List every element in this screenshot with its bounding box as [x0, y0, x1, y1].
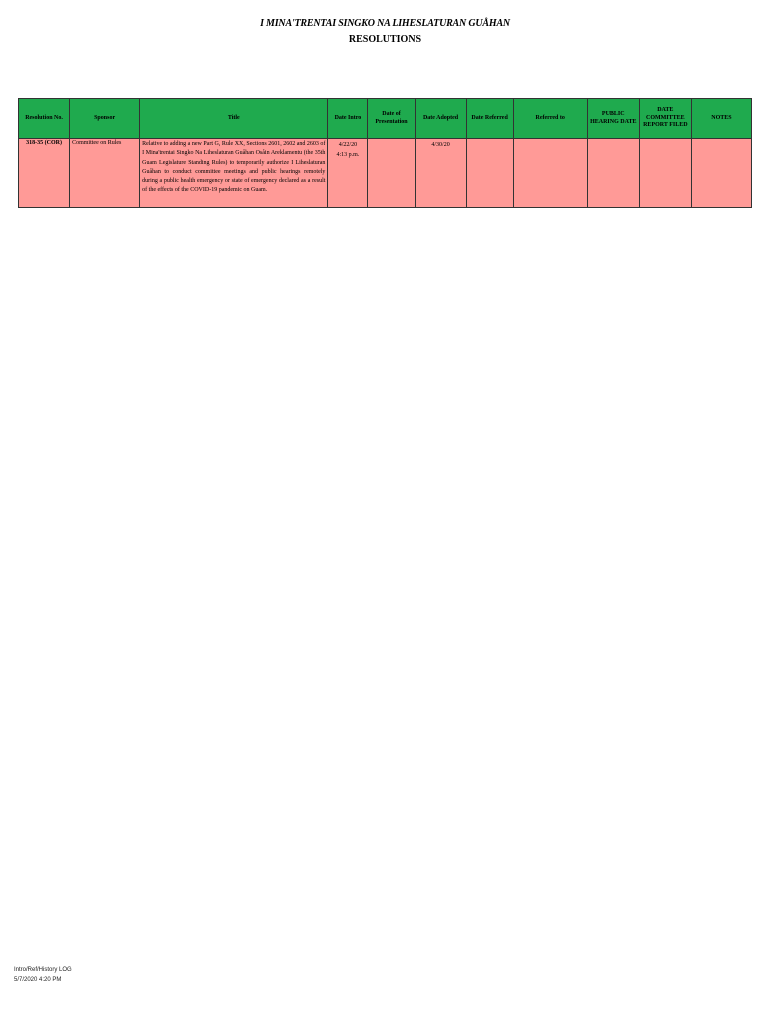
footer-log-name: Intro/Ref/History LOG: [14, 967, 72, 973]
column-header-notes: NOTES: [691, 99, 751, 139]
committee-report-filed-cell: [639, 139, 691, 208]
table-header-row: [19, 99, 752, 139]
column-header-date-referred: Date Referred: [466, 99, 513, 139]
page-title: RESOLUTIONS: [348, 34, 422, 45]
notes-cell: [691, 139, 751, 208]
resolutions-table: [18, 98, 752, 208]
column-header-date-intro: Date Intro: [328, 99, 368, 139]
table-row: [19, 139, 752, 208]
column-header-referred-to: Referred to: [513, 99, 587, 139]
referred-to-cell: [513, 139, 587, 208]
column-header-public-hearing-date: PUBLIC HEARING DATE: [587, 99, 639, 139]
public-hearing-date-cell: [587, 139, 639, 208]
date-presentation-cell: [368, 139, 415, 208]
date-intro-time: 4:13 p.m.: [336, 152, 360, 159]
sponsor-cell: Committee on Rules: [70, 139, 140, 208]
column-header-title: Title: [140, 99, 328, 139]
column-header-date-adopted: Date Adopted: [415, 99, 466, 139]
resolution-number-cell: 318-35 (COR): [19, 139, 70, 208]
footer-timestamp: 5/7/2020 4:20 PM: [14, 976, 62, 983]
column-header-resolution-no: Resolution No.: [19, 99, 70, 139]
date-referred-cell: [466, 139, 513, 208]
date-intro-value: 4/22/20: [338, 142, 358, 148]
page-footer: [14, 966, 72, 985]
title-cell: Relative to adding a new Part G, Rule XX, Sections 2601, 2602 and 2603 of I Mina'trentai Singko Na Liheslaturan Guåhan Osåin Areklamentu (the 35th Guam Legislature Standing Rules) to temporarily authorize I Liheslaturan Guåhan to conduct committee meetings and public hearings remotely during a public health emergency or state of emergency declared as a result of the effects of the COVID-19 pandemic on Guam.: [140, 139, 328, 208]
legislature-title: I MINA'TRENTAI SINGKO NA LIHESLATURAN GUÅHAN: [260, 18, 510, 29]
date-intro-cell: [328, 139, 368, 208]
column-header-date-presentation: Date of Presentation: [368, 99, 415, 139]
column-header-sponsor: Sponsor: [70, 99, 140, 139]
date-adopted-cell: 4/30/20: [415, 139, 466, 208]
column-header-committee-report-filed: DATE COMMITTEE REPORT FILED: [639, 99, 691, 139]
